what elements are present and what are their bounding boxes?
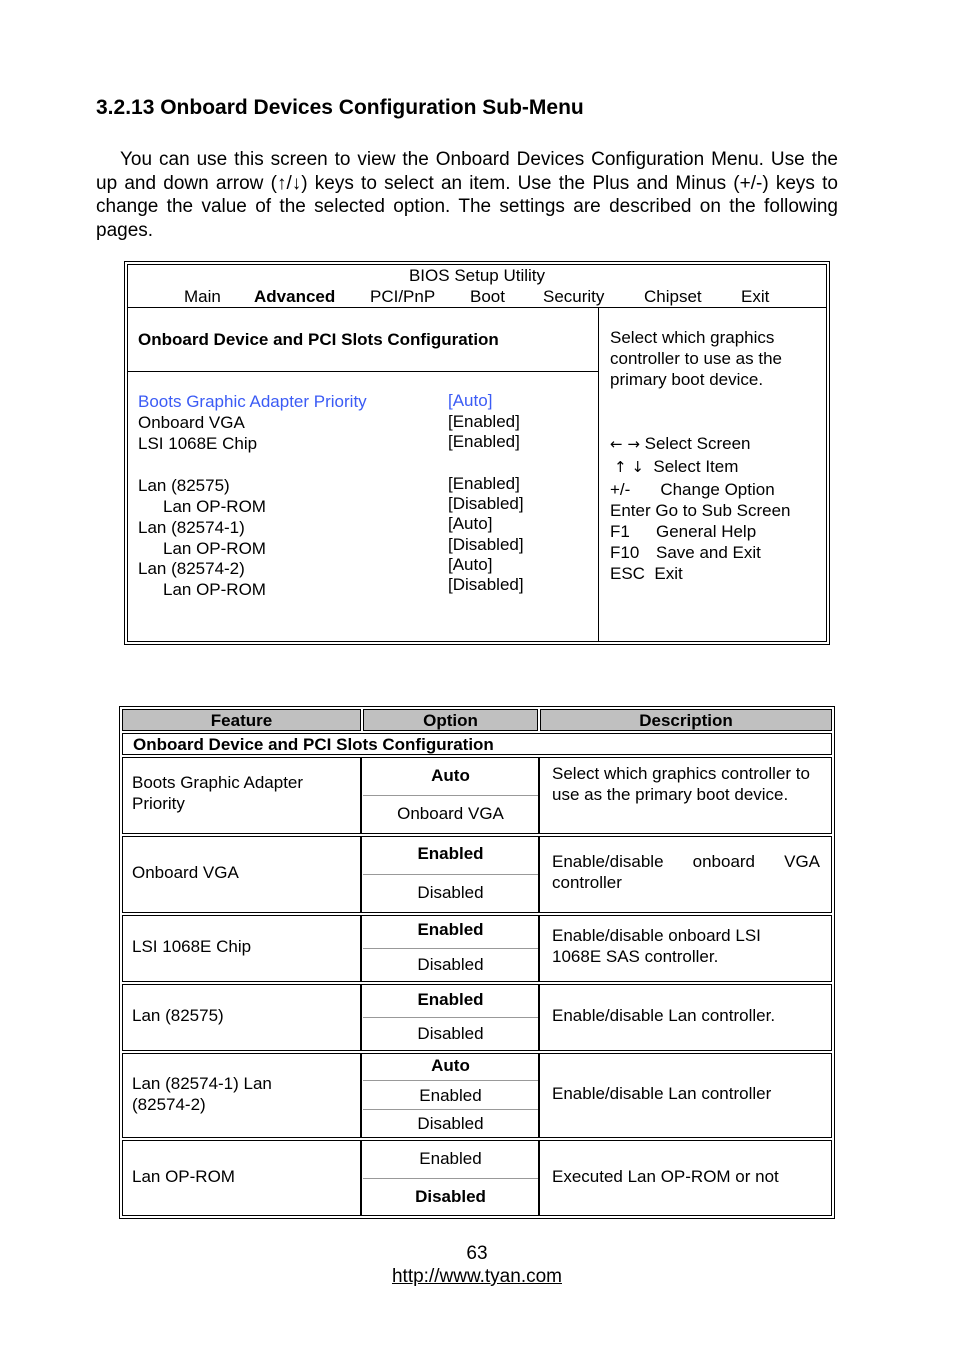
- divider: [360, 1053, 362, 1138]
- key-left-right: ← → Select Screen: [610, 434, 751, 453]
- feature-cell: Lan (82574-1) Lan (82574-2): [132, 1074, 272, 1114]
- header-feature: Feature: [122, 709, 361, 731]
- feature-cell: Boots Graphic Adapter Priority: [132, 773, 304, 813]
- divider: [363, 948, 538, 949]
- help-text-line: primary boot device.: [610, 370, 764, 389]
- menu-pcipnp[interactable]: PCI/PnP: [370, 287, 436, 306]
- page-heading: 3.2.13 Onboard Devices Configuration Sub-Menu: [96, 96, 584, 119]
- item-graphic-priority-label[interactable]: Boots Graphic Adapter Priority: [138, 392, 367, 411]
- item-lsi-chip-value[interactable]: [Enabled]: [448, 432, 520, 451]
- divider: [363, 1080, 538, 1081]
- feature-cell: LSI 1068E Chip: [132, 937, 252, 956]
- option-cell: Disabled: [417, 1114, 484, 1133]
- item-lsi-chip-label[interactable]: LSI 1068E Chip: [138, 434, 258, 453]
- description-cell: Select which graphics controller to use as the primary boot device.: [552, 764, 810, 804]
- left-right-arrows-icon: ← →: [610, 435, 640, 453]
- page-number: 63: [466, 1243, 488, 1264]
- key-enter: Enter Go to Sub Screen: [610, 501, 791, 520]
- divider: [360, 836, 362, 913]
- option-cell: Disabled: [417, 883, 484, 902]
- divider: [538, 915, 540, 982]
- divider: [360, 915, 362, 982]
- item-lan-oprom-1-label[interactable]: Lan OP-ROM: [163, 497, 266, 516]
- description-cell: Enable/disable onboard VGA controller: [552, 852, 820, 892]
- item-graphic-priority-value[interactable]: [Auto]: [448, 391, 493, 410]
- item-lan-82574-1-value[interactable]: [Auto]: [448, 514, 493, 533]
- option-cell: Auto: [431, 766, 470, 785]
- item-lan-oprom-2-label[interactable]: Lan OP-ROM: [163, 539, 266, 558]
- feature-cell: Lan OP-ROM: [132, 1167, 235, 1186]
- divider: [538, 1053, 540, 1138]
- option-cell: Disabled: [417, 955, 484, 974]
- help-text-line: Select which graphics: [610, 328, 775, 347]
- bios-screen: [124, 261, 830, 645]
- option-cell: Enabled: [417, 920, 484, 939]
- key-f10: F10 Save and Exit: [610, 543, 761, 562]
- item-onboard-vga-value[interactable]: [Enabled]: [448, 412, 520, 431]
- menu-security[interactable]: Security: [543, 287, 605, 306]
- feature-cell: Onboard VGA: [132, 863, 239, 882]
- help-text-line: controller to use as the: [610, 349, 782, 368]
- divider: [360, 1140, 362, 1216]
- divider: [363, 1017, 538, 1018]
- feature-cell: Lan (82575): [132, 1006, 224, 1025]
- description-cell: Enable/disable onboard LSI 1068E SAS controller.: [552, 926, 761, 966]
- item-lan-oprom-2-value[interactable]: [Disabled]: [448, 535, 524, 554]
- divider: [360, 757, 362, 834]
- option-cell: Enabled: [419, 1086, 482, 1105]
- item-lan-82574-2-value[interactable]: [Auto]: [448, 555, 493, 574]
- item-lan-oprom-3-value[interactable]: [Disabled]: [448, 575, 524, 594]
- footer-link-text[interactable]: http://www.tyan.com: [391, 1266, 562, 1287]
- description-cell: Executed Lan OP-ROM or not: [552, 1167, 779, 1186]
- description-cell: Enable/disable Lan controller: [552, 1084, 772, 1103]
- item-lan-82574-1-label[interactable]: Lan (82574-1): [138, 518, 245, 537]
- divider: [128, 307, 826, 308]
- item-lan-82575-label[interactable]: Lan (82575): [138, 476, 230, 495]
- divider: [538, 757, 540, 834]
- item-lan-oprom-1-value[interactable]: [Disabled]: [448, 494, 524, 513]
- option-cell: Auto: [431, 1056, 470, 1075]
- key-f1: F1 General Help: [610, 522, 757, 541]
- option-cell: Onboard VGA: [397, 804, 504, 823]
- divider: [363, 795, 538, 796]
- bios-title: BIOS Setup Utility: [408, 266, 546, 285]
- footer-link[interactable]: [0, 1266, 954, 1288]
- item-lan-82575-value[interactable]: [Enabled]: [448, 474, 520, 493]
- key-plus-minus: +/- Change Option: [610, 480, 775, 499]
- divider: [538, 984, 540, 1051]
- divider: [363, 874, 538, 875]
- divider: [128, 371, 598, 372]
- divider: [363, 1109, 538, 1110]
- intro-text: You can use this screen to view the Onboard Devices Configuration Menu. Use the up and down arrow (↑/↓) keys to select an item. Use the Plus and Minus (+/-) keys to change the value of the selected option. The settings are described on the following pages.: [96, 149, 838, 242]
- divider: [360, 984, 362, 1051]
- divider: [538, 836, 540, 913]
- description-cell: Enable/disable Lan controller.: [552, 1006, 776, 1025]
- up-down-arrows-icon: ↑ ↓: [614, 458, 644, 476]
- feature-table: [119, 706, 835, 1219]
- item-lan-oprom-3-label[interactable]: Lan OP-ROM: [163, 580, 266, 599]
- key-esc: ESC Exit: [610, 564, 683, 583]
- option-cell: Disabled: [415, 1187, 486, 1206]
- divider: [538, 1140, 540, 1216]
- menu-exit[interactable]: Exit: [741, 287, 770, 306]
- option-cell: Disabled: [417, 1024, 484, 1043]
- header-description: Description: [540, 709, 832, 731]
- item-onboard-vga-label[interactable]: Onboard VGA: [138, 413, 245, 432]
- key-up-down: ↑ ↓ Select Item: [614, 457, 739, 476]
- menu-advanced[interactable]: Advanced: [254, 287, 336, 306]
- divider: [363, 1178, 538, 1179]
- intro-paragraph: [96, 148, 838, 243]
- bios-section-title: Onboard Device and PCI Slots Configuration: [138, 330, 499, 349]
- option-cell: Enabled: [419, 1149, 482, 1168]
- menu-boot[interactable]: Boot: [470, 287, 505, 306]
- section-row: [122, 733, 832, 755]
- section-label: Onboard Device and PCI Slots Configuration: [133, 735, 494, 754]
- option-cell: Enabled: [417, 990, 484, 1009]
- item-lan-82574-2-label[interactable]: Lan (82574-2): [138, 559, 245, 578]
- divider: [598, 307, 599, 641]
- header-option: Option: [363, 709, 538, 731]
- menu-chipset[interactable]: Chipset: [644, 287, 702, 306]
- menu-main[interactable]: Main: [184, 287, 221, 306]
- option-cell: Enabled: [417, 844, 484, 863]
